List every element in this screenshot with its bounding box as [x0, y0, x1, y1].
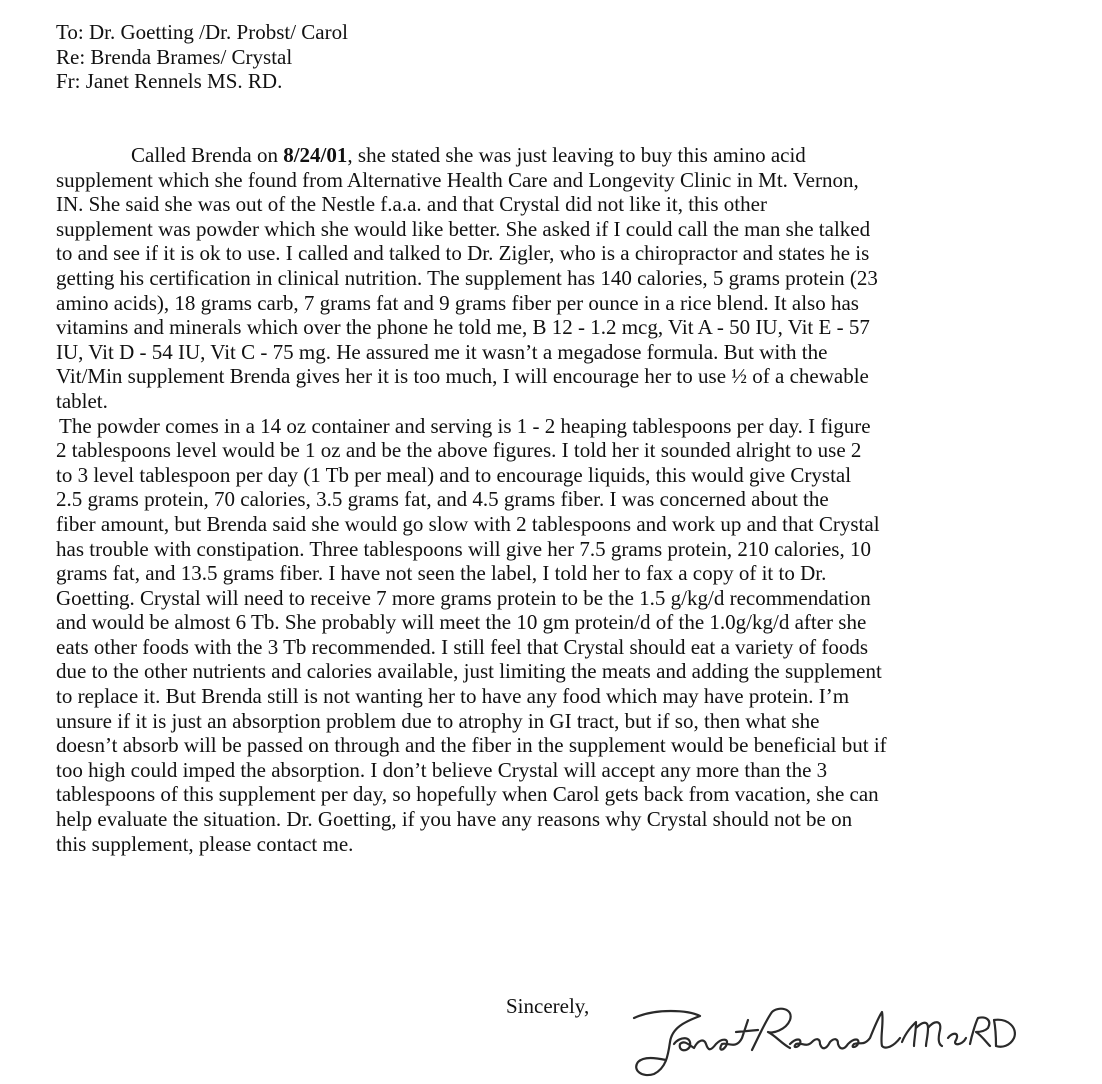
paragraph-1-line: IN. She said she was out of the Nestle f.a.a. and that Crystal did not like it, this other [56, 192, 767, 217]
paragraph-2-line: 2.5 grams protein, 70 calories, 3.5 grams fat, and 4.5 grams fiber. I was concerned about the [56, 487, 829, 512]
paragraph-2-line: to 3 level tablespoon per day (1 Tb per meal) and to encourage liquids, this would give Crystal [56, 462, 852, 487]
paragraph-2-line: this supplement, please contact me. [56, 831, 354, 856]
to-line: To: Dr. Goetting /Dr. Probst/ Carol [56, 20, 348, 44]
paragraph-2-line: to replace it. But Brenda still is not wanting her to have any food which may have protein. I’m [56, 684, 850, 709]
paragraph-2-line: due to the other nutrients and calories available, just limiting the meats and adding the supplement [56, 659, 882, 684]
paragraph-1-line: vitamins and minerals which over the phone he told me, B 12 - 1.2 mcg, Vit A - 50 IU, Vit E - 57 [56, 315, 870, 340]
paragraph-2-line: too high could imped the absorption. I don’t believe Crystal will accept any more than the 3 [56, 757, 828, 782]
paragraph-1-line: getting his certification in clinical nutrition. The supplement has 140 calories, 5 grams protein (23 [56, 265, 878, 290]
paragraph-2-line: unsure if it is just an absorption problem due to atrophy in GI tract, but if so, then what she [56, 708, 820, 733]
intro-text: Called Brenda on [131, 143, 284, 167]
line-text: , she stated she was just leaving to buy this amino acid [347, 143, 806, 167]
paragraph-1-line: amino acids), 18 grams carb, 7 grams fat and 9 grams fiber per ounce in a rice blend. It also has [56, 290, 859, 315]
paragraph-2-line: has trouble with constipation. Three tablespoons will give her 7.5 grams protein, 210 calories, 10 [56, 536, 871, 561]
signature-ink [634, 1009, 1015, 1075]
memo-header [56, 20, 656, 94]
paragraph-2-line: fiber amount, but Brenda said she would go slow with 2 tablespoons and work up and that Crystal [56, 511, 880, 536]
paragraph-2-line: and would be almost 6 Tb. She probably will meet the 10 gm protein/d of the 1.0g/kg/d after she [56, 610, 867, 635]
paragraph-1-line: IU, Vit D - 54 IU, Vit C - 75 mg. He assured me it wasn’t a megadose formula. But with the [56, 339, 828, 364]
paragraph-2-line: The powder comes in a 14 oz container and serving is 1 - 2 heaping tablespoons per day. I figure [59, 413, 871, 438]
paragraph-2-line: eats other foods with the 3 Tb recommended. I still feel that Crystal should eat a variety of foods [56, 634, 868, 659]
paragraph-2-line: help evaluate the situation. Dr. Goetting, if you have any reasons why Crystal should not be on [56, 807, 853, 832]
call-date: 8/24/01 [283, 143, 348, 167]
paragraph-1-first-line [56, 143, 1038, 168]
paragraph-2-line: 2 tablespoons level would be 1 oz and be the above figures. I told her it sounded alright to use 2 [56, 438, 862, 463]
paragraph-2-line: doesn’t absorb will be passed on through and the fiber in the supplement would be beneficial but if [56, 733, 887, 758]
paragraph-1-line: tablet. [56, 388, 108, 413]
re-line: Re: Brenda Brames/ Crystal [56, 44, 293, 69]
paragraph-1-line: Vit/Min supplement Brenda gives her it is too much, I will encourage her to use ½ of a chewable [56, 364, 869, 389]
from-line: Fr: Janet Rennels MS. RD. [56, 69, 283, 94]
paragraph-2-line: grams fat, and 13.5 grams fiber. I have not seen the label, I told her to fax a copy of it to Dr. [56, 561, 827, 586]
handwritten-signature [626, 998, 1046, 1084]
paragraph-2-line: tablespoons of this supplement per day, so hopefully when Carol gets back from vacation, she can [56, 782, 879, 807]
letter-body [56, 143, 1038, 856]
closing-salutation: Sincerely, [506, 994, 590, 1018]
paragraph-1-line: to and see if it is ok to use. I called and talked to Dr. Zigler, who is a chiropractor and states he is [56, 241, 870, 266]
paragraph-2-line: Goetting. Crystal will need to receive 7 more grams protein to be the 1.5 g/kg/d recommendation [56, 585, 871, 610]
paragraph-1-line: supplement was powder which she would like better. She asked if I could call the man she talked [56, 216, 871, 241]
paragraph-1-line: supplement which she found from Alternative Health Care and Longevity Clinic in Mt. Vernon, [56, 167, 859, 192]
